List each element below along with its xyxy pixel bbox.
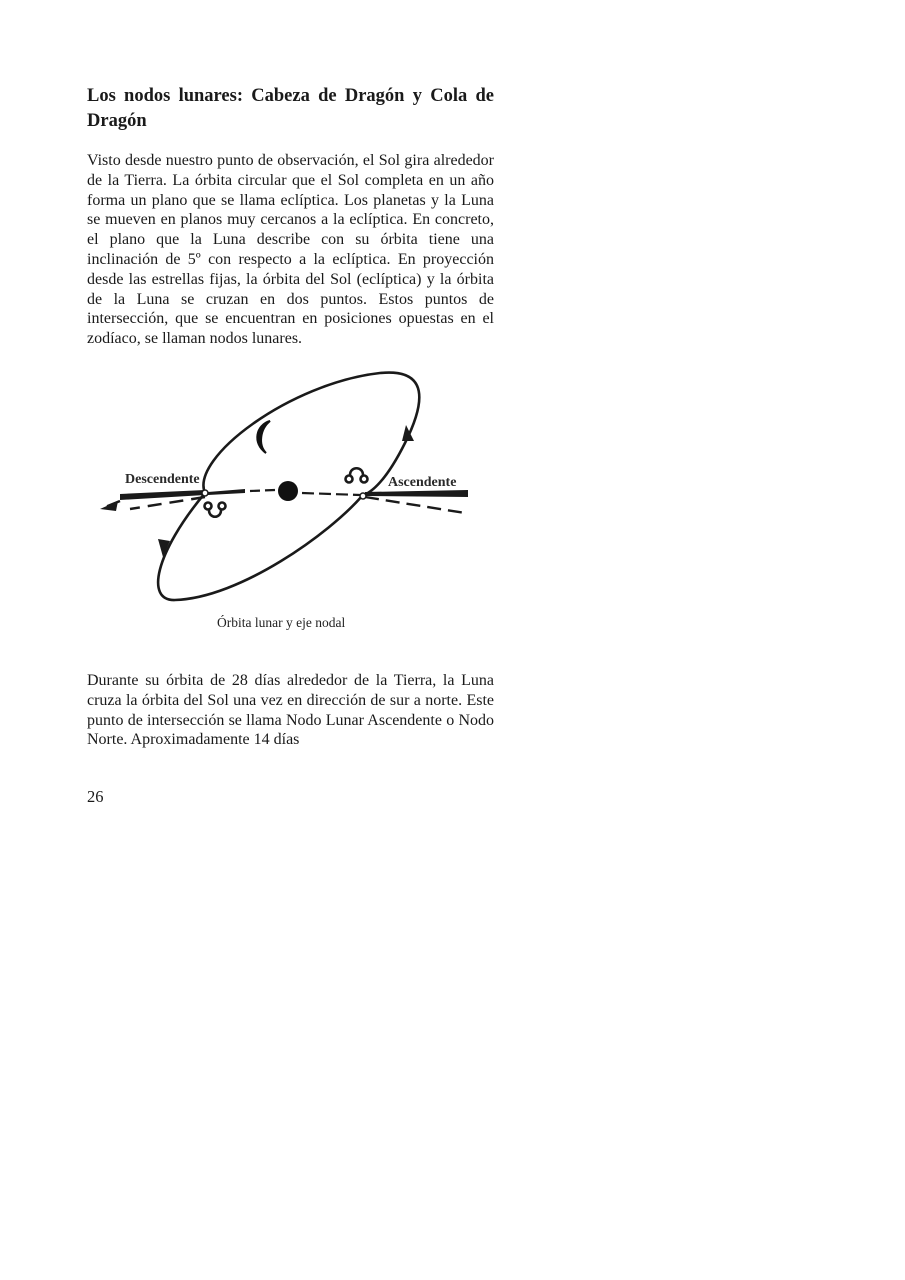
section-heading: Los nodos lunares: Cabeza de Dragón y Cola de Dragón <box>87 86 494 131</box>
orbit-diagram <box>0 363 905 633</box>
page-number: 26 <box>87 787 104 806</box>
ascending-node-point <box>360 493 366 499</box>
ecliptic-arrow-left-icon <box>100 501 118 511</box>
ascending-label: Ascendente <box>388 474 457 490</box>
lunar-orbit-figure <box>87 363 494 633</box>
south-node-icon <box>205 502 226 516</box>
descending-label: Descendente <box>125 471 200 487</box>
page-content <box>87 84 494 750</box>
north-node-icon <box>346 468 368 482</box>
figure-caption: Órbita lunar y eje nodal <box>217 614 346 630</box>
moon-crescent-icon <box>257 421 270 453</box>
paragraph-continued: Durante su órbita de 28 días alrededor de la Tierra, la Luna cruza la órbita del Sol una vez en dirección de sur a norte. Este punto de intersección se llama Nodo Lunar Ascendente o Nodo Norte. Aproximadamente 14 días <box>87 671 494 749</box>
sun-dot-icon <box>278 481 298 501</box>
descending-node-point <box>202 490 208 496</box>
paragraph-intro: Visto desde nuestro punto de observación, el Sol gira alrededor de la Tierra. La órbita circular que el Sol completa en un año forma un plano que se llama eclíptica. Los planetas y la Luna se mueven en planos muy cercanos a la eclíptica. En concreto, el plano que la Luna describe con su órbita tiene una inclinación de 5º con respecto a la eclíptica. En proyección desde las estrellas fijas, la órbita del Sol (eclíptica) y la órbita de la Luna se cruzan en dos puntos. Estos puntos de intersección, que se encuentran en posiciones opuestas en el zodíaco, se llaman nodos lunares. <box>87 152 494 348</box>
